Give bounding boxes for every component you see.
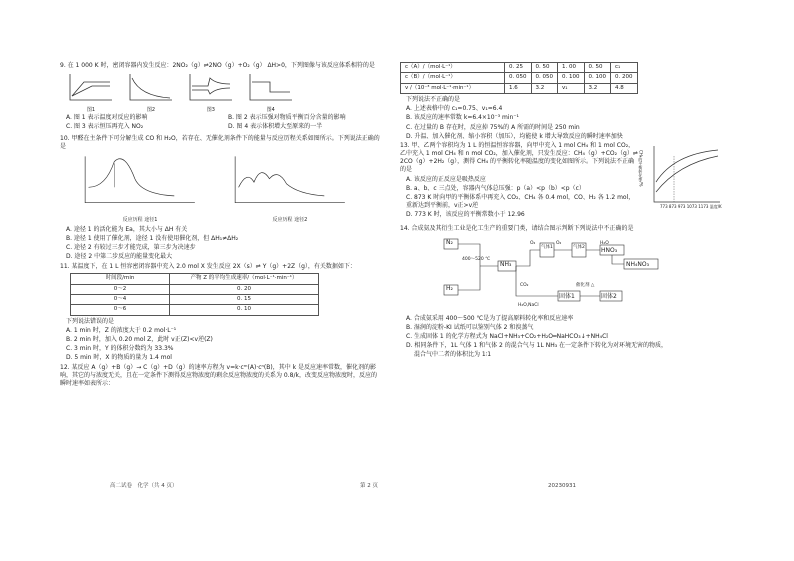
- figure-1-label: 图1: [86, 107, 96, 114]
- question-13-text: [400, 142, 640, 221]
- question-10-diagrams: [70, 153, 380, 223]
- table-cell: v /（10⁻³ mol·L⁻¹·min⁻¹）: [401, 83, 505, 93]
- figure-4-label: 图4: [266, 107, 275, 114]
- question-11-hint: 下列说法错误的是: [66, 317, 115, 325]
- table-cell: 0. 25: [505, 63, 532, 73]
- table-header-rate: 产物 Z 的平均生成速率/（mol·L⁻¹·min⁻¹）: [170, 274, 319, 284]
- footer-page-number: 第 2 页: [360, 483, 378, 489]
- table-row: [71, 284, 319, 294]
- table-cell: 0. 10: [170, 305, 319, 315]
- table-cell: 0. 100: [584, 73, 611, 83]
- table-cell: 0. 50: [584, 63, 611, 73]
- question-13-graph: [638, 142, 724, 221]
- table-cell: c（B）/（mol·L⁻¹）: [401, 73, 505, 83]
- question-14-option-b: B. 湿润的淀粉-KI 试纸可以鉴别气体 2 和溴蒸气: [406, 323, 534, 331]
- question-9-option-a: A. 图 1 表示温度对反应的影响: [66, 114, 148, 122]
- energy-diagram-path-2: [220, 153, 360, 223]
- question-12-option-a: A. 上述表格中的 c₁=0.75、v₁=6.4: [406, 105, 503, 113]
- table-cell: c₁: [611, 63, 638, 73]
- question-9-figures: [66, 72, 380, 112]
- figure-3-label: 图3: [206, 107, 215, 114]
- figure-4-plot: [246, 72, 296, 104]
- graph-x-axis-label: [660, 204, 722, 209]
- question-10-option-c: C. 途径 2 有较过三步才能完成，第三步为决速步: [66, 243, 196, 251]
- table-cell: 0. 15: [170, 294, 319, 304]
- flow-n2: N₂: [446, 238, 453, 246]
- flow-solid-2: 固体2: [601, 292, 617, 300]
- question-12-hint: 下列说法不正确的是: [406, 96, 461, 104]
- question-9-option-b: B. 图 2 表示压强对物质平衡百分含量的影响: [228, 114, 346, 122]
- table-cell: 0. 050: [531, 73, 558, 83]
- table-cell: 4.8: [611, 83, 638, 93]
- flow-solid-1: 固体1: [559, 292, 575, 300]
- graph-tick: 1073: [686, 203, 697, 209]
- footer-left: 高二试卷 化学（共 4 页）: [110, 483, 178, 489]
- flow-h2o-nacl: H₂O,NaCl: [518, 302, 539, 308]
- table-cell: 0～2: [71, 284, 170, 294]
- flow-o2-b: O₂: [556, 240, 562, 246]
- energy-diagram-path-1: [70, 153, 210, 223]
- flow-nh3: NH₃: [500, 260, 512, 268]
- table-header-time: 时间段/min: [71, 274, 170, 284]
- flow-h2o: H₂O: [600, 240, 609, 246]
- graph-tick: 973: [677, 203, 686, 209]
- table-row: [71, 305, 319, 315]
- table-cell: c（A）/（mol·L⁻¹）: [401, 63, 505, 73]
- question-10-option-b: B. 途径 1 使用了催化剂，途径 1 没有使用催化剂，但 ΔH₁≠ΔH₂: [66, 234, 239, 242]
- question-10-option-d: D. 途径 2 中第二步反应的能量变化最大: [66, 252, 173, 260]
- figure-2-label: 图2: [146, 107, 156, 114]
- question-13-option-b: B. a、b、c 三点处，容器内气体总压强：p（a）<p（b）<p（c）: [406, 185, 585, 193]
- question-10-option-a: A. 途径 1 的活化能为 Ea，其大小与 ΔH 有关: [66, 225, 188, 233]
- table-row: [401, 63, 638, 73]
- flow-gas-2: 气体2: [573, 244, 585, 250]
- question-12-option-b: B. 该反应的速率常数 k=6.4×10⁻³ min⁻¹: [406, 114, 519, 122]
- question-12-table: [400, 62, 638, 94]
- table-cell: 3.2: [584, 83, 611, 93]
- question-12-option-c: C. 在过量的 B 存在时，反应掉 75%的 A 所需的时间是 250 min: [406, 123, 580, 131]
- question-11-option-c: C. 3 min 时，Y 的体积分数约为 33.3%: [66, 345, 174, 353]
- question-12-stem: 12. 某反应 A（g）+B（g）→ C（g）+D（g）的速率方程为 v=k·cᵐ(A)·cⁿ(B)，其中 k 是反应速率常数，催化剂的影响，其它的与浓度无关，且在一定条件下测得反应物浓度的剩余反应物浓度的关系为 0.8/k，改变反应物浓度时，反应的瞬时速率如表所示：: [60, 364, 377, 388]
- question-13-block: [400, 142, 730, 221]
- flow-co2: CO₂: [520, 282, 529, 288]
- question-14-option-d-cont: 混合气中二者的体积比为 1∶1: [414, 351, 492, 359]
- graph-tick: 773: [660, 203, 668, 209]
- question-14-option-c: C. 生成固体 1 的化学方程式为 NaCl+NH₃+CO₂+H₂O═NaHCO₃↓+NH₄Cl: [406, 332, 608, 340]
- question-11-option-a: A. 1 min 时，Z 的浓度大于 0.2 mol·L⁻¹: [66, 326, 177, 334]
- table-cell: 0～6: [71, 305, 170, 315]
- question-11-stem: 11. 某温度下，在 1 L 恒容密闭容器中充入 2.0 mol X 发生反应 2X（s）⇌ Y（g）+2Z（g），有关数据如下：: [60, 263, 356, 271]
- graph-ylabel: CH₄的平衡转化率/%: [638, 149, 644, 187]
- question-9-option-c: C. 图 3 表示恒压再充入 NO₂: [66, 123, 144, 131]
- figure-1: [66, 72, 116, 112]
- question-11-table: [70, 273, 319, 316]
- question-13-option-d: D. 773 K 时，该反应的平衡常数小于 12.96: [406, 211, 525, 219]
- question-14-option-d: D. 相同条件下，1L 气体 1 和气体 2 的混合气与 1L NH₃ 在一定条件下转化为对环境无害的物质，: [406, 341, 668, 349]
- graph-tick: 1173: [698, 203, 709, 209]
- flow-nh4no3: NH₄NO₃: [626, 260, 650, 268]
- question-10-stem: 10. 甲醛在主条件下可分解生成 CO 和 H₂O，若存在、无催化剂条件下的能量与反应历程关系如图所示。下列说法正确的是: [60, 135, 380, 151]
- question-9-stem: 9. 在 1 000 K 时，密闭容器内发生反应：2NO₂（g）⇌2NO（g）+O₂（g） ΔH>0，下列图像与该反应体系相符的是: [60, 62, 375, 69]
- figure-2: [126, 72, 176, 112]
- table-cell: 0～4: [71, 294, 170, 304]
- table-cell: 0. 50: [531, 63, 558, 73]
- question-14-flow-area: [400, 235, 730, 315]
- table-row: [71, 294, 319, 304]
- footer-code: 20230931: [548, 483, 576, 489]
- right-column: [400, 62, 730, 360]
- energy-diagram-path-2-label: 反应历程 途径2: [272, 216, 308, 223]
- graph-xlabel: 温度/K: [709, 203, 722, 209]
- question-11-option-b: B. 2 min 时，加入 0.20 mol Z，此时 v正(Z)<v逆(Z): [66, 336, 213, 343]
- figure-3: [186, 72, 236, 112]
- flow-h2: H₂: [446, 284, 453, 292]
- table-cell: 1.6: [505, 83, 532, 93]
- question-13-stem: 13. 甲、乙两个容积均为 1 L 的恒温恒容容器，向甲中充入 1 mol CH₄ 和 1 mol CO₂，乙中充入 1 mol CH₄ 和 n mol CO₂，加入催化剂，只发生反应：CH₄（g）+CO₂（g）⇌ 2CO（g）+2H₂（g），测得 CH₄ 的平衡转化率随温度的变化如图所示。下列说法不正确的是: [400, 141, 638, 174]
- table-cell: 0. 050: [505, 73, 532, 83]
- question-11-option-d: D. 5 min 时，X 的物质的量为 1.4 mol: [66, 354, 172, 362]
- table-cell: 1. 00: [558, 63, 585, 73]
- energy-diagram-path-2-plot: [220, 153, 360, 213]
- flow-catalyst: 催化剂 △: [576, 282, 595, 288]
- flow-condition: 400～520 ℃: [462, 256, 491, 262]
- question-13-option-c: C. 873 K 时向甲的平衡体系中再充入 CO₂、CH₄ 各 0.4 mol，CO、H₂ 各 1.2 mol，重新达到平衡前，v正>v逆: [406, 194, 635, 210]
- question-9-option-d: D. 图 4 表示体积增大至原来的一半: [228, 123, 323, 131]
- question-14-option-a: A. 合成氨采用 400～500 ℃是为了提高原料转化率和反应速率: [406, 314, 574, 322]
- table-cell: 0. 200: [611, 73, 638, 83]
- flow-o2-a: O₂: [530, 240, 536, 246]
- figure-2-plot: [126, 72, 176, 104]
- table-cell: 0. 100: [558, 73, 585, 83]
- table-row: [401, 83, 638, 93]
- figure-1-plot: [66, 72, 116, 104]
- energy-diagram-path-1-label: 反应历程 途径1: [122, 216, 158, 223]
- conversion-graph: [644, 142, 724, 212]
- table-cell: 3.2: [531, 83, 558, 93]
- flow-hno3: HNO₃: [601, 246, 618, 254]
- question-9-options-row-1: [60, 114, 380, 123]
- question-12-option-d: D. 升温、加入催化剂、缩小容积（加压），均能使 k 增大导致反应的瞬时速率加快: [406, 132, 623, 140]
- table-cell: 0. 20: [170, 284, 319, 294]
- question-9-options-row-2: [60, 123, 380, 132]
- flow-gas-1: 气体1: [541, 244, 553, 250]
- energy-diagram-path-1-plot: [70, 153, 210, 213]
- graph-tick: 873: [668, 203, 677, 209]
- question-13-option-a: A. 该反应的正反应是吸热反应: [406, 176, 486, 184]
- table-cell: v₁: [558, 83, 585, 93]
- figure-3-plot: [186, 72, 236, 104]
- left-column: [60, 62, 380, 391]
- table-row: [401, 73, 638, 83]
- figure-4: [246, 72, 296, 112]
- question-14-stem: 14. 合成氨及其衍生工业是化工生产的重要门类，请结合图示判断下列说法中不正确的是: [400, 224, 634, 232]
